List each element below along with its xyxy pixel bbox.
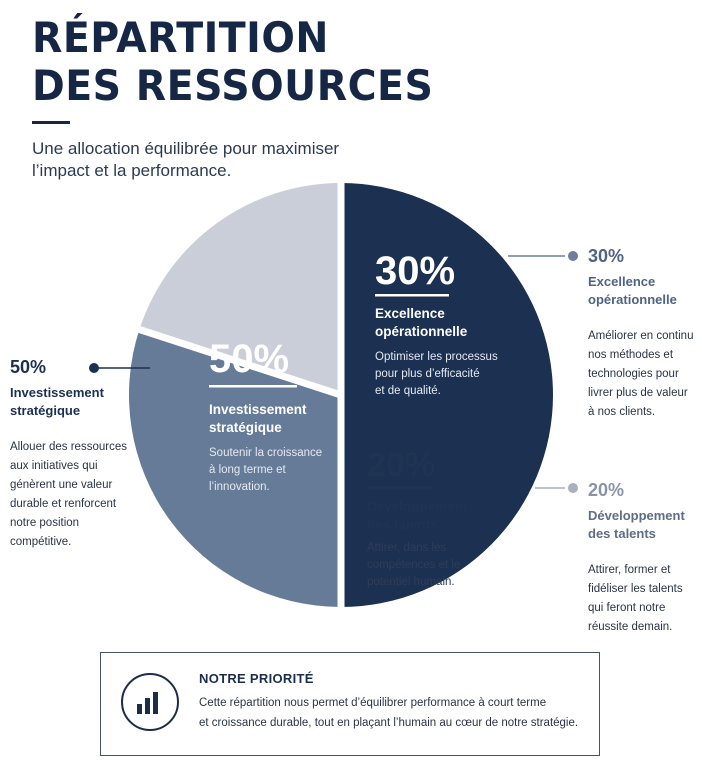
leader-dot [568,251,578,261]
side-desc-line: génèrent une valeur [10,479,113,491]
side-label-line: Investissement [10,385,104,400]
side-desc-line: réussite demain. [588,621,673,633]
slice-value-label: 50% [209,337,290,381]
slice-name-label: Développement [367,499,468,514]
leader-dot [568,483,578,493]
title-line-2: DES RESSOURCES [32,61,434,110]
slice-desc-label: potentiel humain. [367,576,455,588]
bar-chart-icon [121,673,179,731]
title-line-1: RÉPARTITION [32,13,329,62]
slice-name-label: opérationnelle [375,324,468,339]
side-label-line: opérationnelle [588,292,677,307]
side-desc-line: à nos clients. [588,406,656,418]
slice-desc-label: pour plus d’efficacité [375,368,480,380]
side-label-line: des talents [588,526,656,541]
callout-text [199,693,578,733]
side-desc-line: technologies pour [588,368,679,380]
side-desc-line: Améliorer en continu [588,330,694,342]
slice-desc-label: et de qualité. [375,385,441,397]
slice-label-rule [375,294,449,297]
side-description [588,327,700,422]
side-label [588,273,700,309]
priority-callout [100,652,600,756]
subtitle-line-1: Une allocation équilibrée pour maximiser [32,139,340,158]
slice-label-rule [209,385,297,388]
side-desc-line: notre position [10,517,80,529]
slice-name-label: stratégique [209,420,282,435]
side-desc-line: fidéliser les talents [588,583,683,595]
slice-name-label: Investissement [209,402,307,417]
side-note-talents [588,479,700,637]
side-desc-line: compétitive. [10,536,72,548]
side-desc-line: aux initiatives qui [10,460,98,472]
slice-name-label: des talents [367,517,438,532]
side-label [10,384,160,420]
side-label-line: Développement [588,508,685,523]
slice-desc-label: l’innovation. [209,481,270,493]
side-desc-line: nos méthodes et [588,349,674,361]
slice-label-rule [367,486,433,489]
callout-text-line: et croissance durable, tout en plaçant l’humain au cœur de notre stratégie. [199,717,579,729]
slice-desc-label: Soutenir la croissance [209,447,323,459]
side-note-excellence [588,245,700,422]
slice-desc-label: compétences et le [367,559,461,571]
callout-text-line: Cette répartition nous permet d’équilibrer performance à court terme [199,697,547,709]
side-label [588,507,700,543]
slice-name-label: Excellence [375,306,445,321]
side-pct: 30% [588,246,625,266]
subtitle-line-2: l’impact et la performance. [32,161,232,180]
side-label-line: Excellence [588,274,656,289]
side-pct: 50% [10,357,47,377]
slice-value-label: 30% [375,249,456,293]
side-desc-line: Allouer des ressources [10,441,127,453]
side-description [588,561,700,637]
side-desc-line: Attirer, former et [588,564,671,576]
callout-title: NOTRE PRIORITÉ [199,671,314,686]
side-desc-line: livrer plus de valeur [588,387,688,399]
side-desc-line: durable et renforcent [10,498,117,510]
side-description [10,438,160,552]
slice-desc-label: à long terme et [209,464,286,476]
slice-desc-label: Optimiser les processus [375,351,498,363]
side-pct: 20% [588,480,625,500]
side-desc-line: qui feront notre [588,602,666,614]
slice-value-label: 20% [367,446,436,484]
slice-desc-label: Attirer, dans les [367,542,447,554]
side-label-line: stratégique [10,403,81,418]
side-note-investissement [10,356,160,552]
